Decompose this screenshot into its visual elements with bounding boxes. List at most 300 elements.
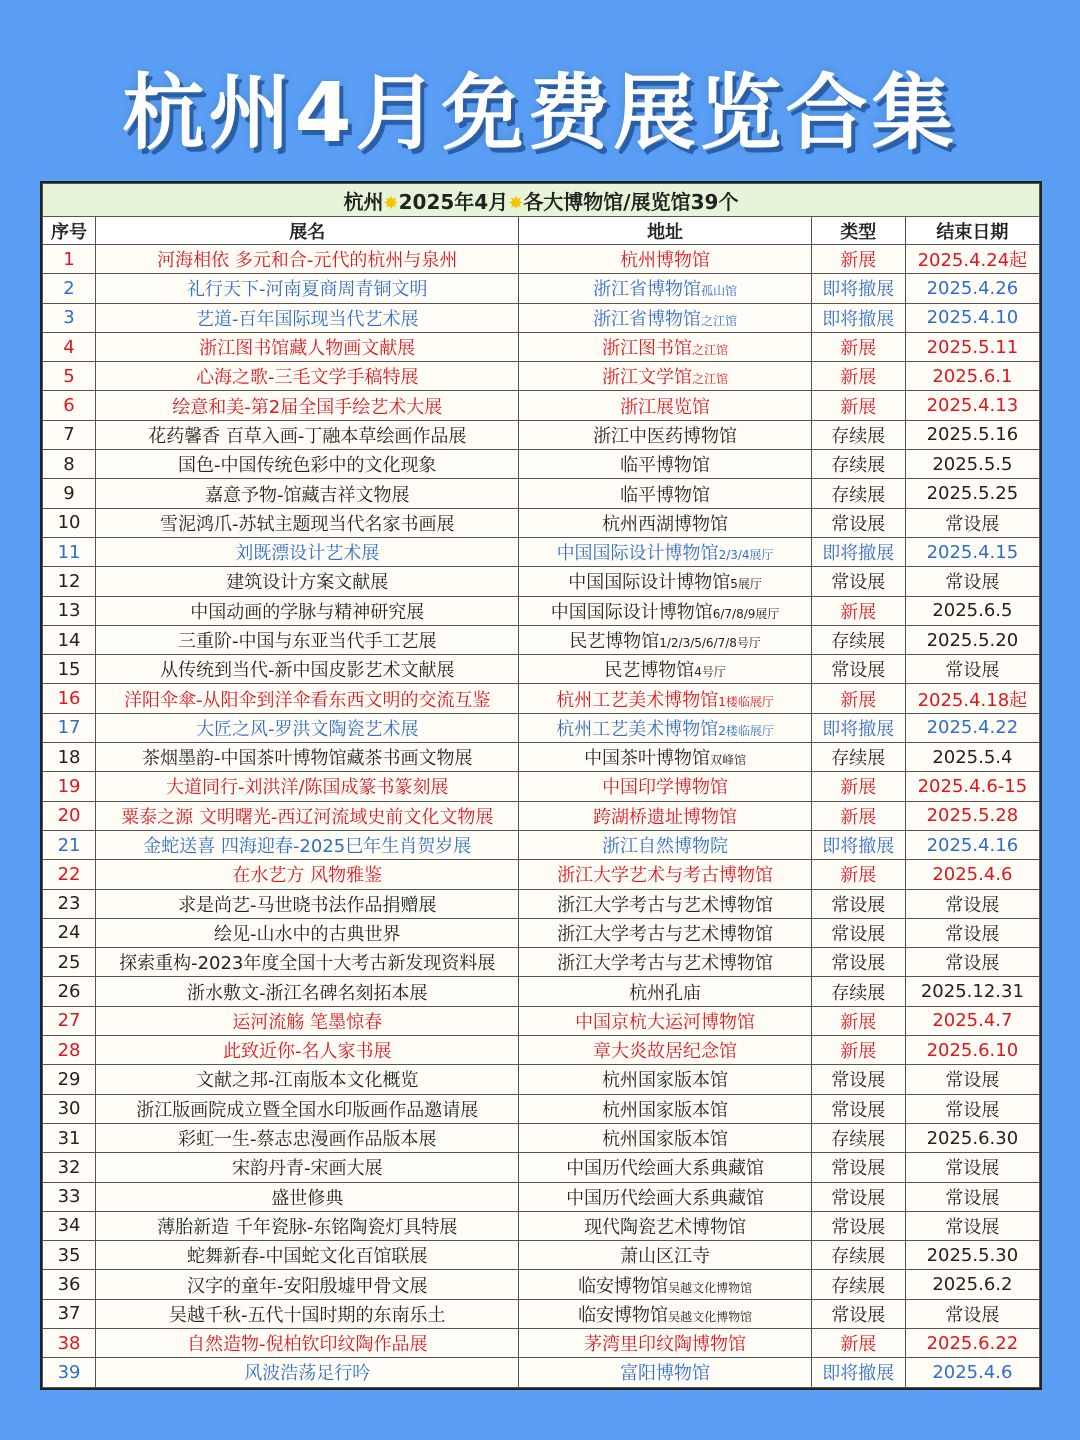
table-row: [43, 625, 1040, 654]
address-text: 浙江中医药博物馆: [593, 425, 738, 447]
cell-end: 常设展: [905, 508, 1039, 537]
cell-no: 19: [43, 772, 96, 801]
address-text: 浙江大学考古与艺术博物馆: [557, 923, 774, 945]
cell-no: 31: [43, 1123, 96, 1152]
cell-name: 探索重构-2023年度全国十大考古新发现资料展: [96, 948, 519, 977]
cell-end: 常设展: [905, 1211, 1039, 1240]
caption-prefix: 杭州: [343, 189, 384, 214]
star-icon: ✸: [383, 192, 399, 214]
cell-no: 38: [43, 1328, 96, 1357]
cell-address: [519, 537, 811, 566]
cell-address: [519, 830, 811, 859]
cell-end: 2025.5.4: [905, 743, 1039, 772]
cell-end: 常设展: [905, 1065, 1039, 1094]
table-row: [43, 479, 1040, 508]
cell-no: 9: [43, 479, 96, 508]
cell-end: 常设展: [905, 889, 1039, 918]
address-text: 中国茶叶博物馆: [584, 748, 711, 770]
caption-suffix: 各大博物馆/展览馆39个: [523, 189, 739, 214]
cell-type: 存续展: [811, 450, 905, 479]
cell-end: 2025.5.30: [905, 1241, 1039, 1270]
cell-name: 粟泰之源 文明曙光-西辽河流域史前文化文物展: [96, 801, 519, 830]
cell-name: 中国动画的学脉与精神研究展: [96, 596, 519, 625]
cell-type: 常设展: [811, 567, 905, 596]
table-row: [43, 1153, 1040, 1182]
cell-type: 即将撤展: [811, 303, 905, 332]
address-text: 中国国际设计博物馆: [556, 543, 719, 565]
cell-no: 20: [43, 801, 96, 830]
cell-no: 12: [43, 567, 96, 596]
address-text: 浙江省博物馆: [593, 308, 702, 330]
address-text: 浙江文学馆: [602, 367, 693, 389]
table-row: [43, 860, 1040, 889]
table-row: [43, 889, 1040, 918]
address-suffix: 之江馆: [692, 372, 729, 387]
cell-type: 常设展: [811, 1094, 905, 1123]
cell-no: 4: [43, 332, 96, 361]
table-row: [43, 918, 1040, 947]
cell-end: 2025.5.11: [905, 332, 1039, 361]
star-icon: ✸: [508, 192, 524, 214]
cell-name: 绘见-山水中的古典世界: [96, 918, 519, 947]
table-row: [43, 977, 1040, 1006]
cell-name: 吴越千秋-五代十国时期的东南乐土: [96, 1299, 519, 1328]
cell-end: 2025.5.25: [905, 479, 1039, 508]
cell-name: 嘉意予物-馆藏吉祥文物展: [96, 479, 519, 508]
cell-address: [519, 1299, 811, 1328]
cell-address: [519, 1065, 811, 1094]
cell-no: 35: [43, 1241, 96, 1270]
cell-name: 盛世修典: [96, 1182, 519, 1211]
cell-no: 1: [43, 245, 96, 274]
cell-name: 礼行天下-河南夏商周青铜文明: [96, 274, 519, 303]
cell-type: 新展: [811, 860, 905, 889]
table-row: [43, 391, 1040, 420]
cell-no: 3: [43, 303, 96, 332]
cell-end: 2025.4.16: [905, 830, 1039, 859]
cell-type: 新展: [811, 332, 905, 361]
table-row: [43, 303, 1040, 332]
cell-end: 2025.5.5: [905, 450, 1039, 479]
cell-name: 在水艺方 风物雅鉴: [96, 860, 519, 889]
cell-no: 2: [43, 274, 96, 303]
cell-no: 34: [43, 1211, 96, 1240]
cell-no: 22: [43, 860, 96, 889]
table-row: [43, 1182, 1040, 1211]
cell-name: 建筑设计方案文献展: [96, 567, 519, 596]
address-text: 富阳博物馆: [620, 1363, 711, 1385]
cell-address: [519, 977, 811, 1006]
table-row: [43, 1270, 1040, 1299]
cell-end: 2025.6.30: [905, 1123, 1039, 1152]
address-text: 临安博物馆: [578, 1275, 669, 1297]
cell-type: 存续展: [811, 625, 905, 654]
table-row: [43, 1241, 1040, 1270]
address-text: 杭州西湖博物馆: [602, 513, 729, 535]
cell-no: 27: [43, 1006, 96, 1035]
address-suffix: 双峰馆: [710, 753, 747, 768]
table-body: [43, 245, 1040, 1388]
cell-end: 2025.4.22: [905, 713, 1039, 742]
address-suffix: 5展厅: [730, 577, 762, 592]
table-row: [43, 713, 1040, 742]
cell-type: 即将撤展: [811, 537, 905, 566]
cell-type: 常设展: [811, 1299, 905, 1328]
cell-name: 大道同行-刘洪洋/陈国成篆书篆刻展: [96, 772, 519, 801]
cell-end: 2025.4.7: [905, 1006, 1039, 1035]
cell-no: 8: [43, 450, 96, 479]
cell-type: 常设展: [811, 1211, 905, 1240]
table-row: [43, 362, 1040, 391]
cell-address: [519, 303, 811, 332]
header-address: 地址: [519, 217, 811, 245]
address-text: 杭州国家版本馆: [602, 1099, 729, 1121]
cell-name: 运河流觞 笔墨惊春: [96, 1006, 519, 1035]
header-no: 序号: [43, 217, 96, 245]
cell-no: 26: [43, 977, 96, 1006]
cell-address: [519, 391, 811, 420]
cell-address: [519, 1241, 811, 1270]
address-text: 中国历代绘画大系典藏馆: [566, 1158, 765, 1180]
table-row: [43, 1328, 1040, 1357]
cell-name: 浙江图书馆藏人物画文献展: [96, 332, 519, 361]
address-suffix: 2楼临展厅: [718, 723, 774, 738]
cell-no: 14: [43, 625, 96, 654]
address-text: 中国印学博物馆: [602, 777, 729, 799]
cell-end: 常设展: [905, 1094, 1039, 1123]
cell-address: [519, 801, 811, 830]
cell-type: 新展: [811, 1006, 905, 1035]
address-text: 中国国际设计博物馆: [550, 601, 713, 623]
cell-address: [519, 860, 811, 889]
cell-address: [519, 450, 811, 479]
cell-address: [519, 713, 811, 742]
address-text: 民艺博物馆: [569, 631, 660, 652]
cell-end: 2025.4.13: [905, 391, 1039, 420]
cell-type: 新展: [811, 801, 905, 830]
cell-name: 金蛇送喜 四海迎春-2025巳年生肖贺岁展: [96, 830, 519, 859]
cell-name: 大匠之风-罗洪文陶瓷艺术展: [96, 713, 519, 742]
address-suffix: 6/7/8/9展厅: [712, 606, 780, 621]
cell-address: [519, 1006, 811, 1035]
cell-name: 宋韵丹青-宋画大展: [96, 1153, 519, 1182]
table-row: [43, 1065, 1040, 1094]
cell-type: 常设展: [811, 1182, 905, 1211]
cell-address: [519, 479, 811, 508]
cell-end: 常设展: [905, 918, 1039, 947]
cell-end: 常设展: [905, 655, 1039, 684]
cell-name: 洋阳伞傘-从阳伞到洋伞看东西文明的交流互鉴: [96, 684, 519, 713]
cell-end: 2025.5.16: [905, 420, 1039, 449]
address-text: 杭州国家版本馆: [602, 1129, 729, 1151]
cell-no: 15: [43, 655, 96, 684]
cell-name: 雪泥鸿爪-苏轼主题现当代名家书画展: [96, 508, 519, 537]
cell-address: [519, 332, 811, 361]
address-suffix: 吴越文化博物馆: [668, 1309, 753, 1324]
table-row: [43, 537, 1040, 566]
cell-no: 16: [43, 684, 96, 713]
address-text: 跨湖桥遗址博物馆: [593, 806, 738, 828]
cell-end: 常设展: [905, 1182, 1039, 1211]
table-row: [43, 420, 1040, 449]
cell-address: [519, 889, 811, 918]
cell-name: 国色-中国传统色彩中的文化现象: [96, 450, 519, 479]
cell-name: 花药馨香 百草入画-丁融本草绘画作品展: [96, 420, 519, 449]
cell-name: 此致近你-名人家书展: [96, 1036, 519, 1065]
address-text: 中国国际设计博物馆: [568, 572, 731, 594]
cell-no: 11: [43, 537, 96, 566]
table-row: [43, 684, 1040, 713]
cell-name: 绘意和美-第2届全国手绘艺术大展: [96, 391, 519, 420]
cell-end: 常设展: [905, 567, 1039, 596]
cell-no: 21: [43, 830, 96, 859]
address-text: 民艺博物馆: [604, 660, 695, 682]
cell-address: [519, 596, 811, 625]
cell-end: 2025.6.10: [905, 1036, 1039, 1065]
cell-no: 25: [43, 948, 96, 977]
table-row: [43, 1094, 1040, 1123]
cell-type: 存续展: [811, 479, 905, 508]
cell-end: 2025.4.24起: [905, 245, 1039, 274]
address-text: 杭州工艺美术博物馆: [556, 689, 719, 711]
cell-name: 求是尚艺-马世晓书法作品捐赠展: [96, 889, 519, 918]
cell-no: 5: [43, 362, 96, 391]
cell-end: 常设展: [905, 1153, 1039, 1182]
cell-type: 即将撤展: [811, 1358, 905, 1387]
address-suffix: 之江馆: [692, 343, 729, 358]
cell-address: [519, 567, 811, 596]
cell-type: 存续展: [811, 977, 905, 1006]
cell-end: 2025.4.10: [905, 303, 1039, 332]
cell-type: 新展: [811, 772, 905, 801]
cell-type: 常设展: [811, 1153, 905, 1182]
exhibition-table: [42, 183, 1040, 1388]
cell-address: [519, 1123, 811, 1152]
table-row: [43, 332, 1040, 361]
cell-type: 常设展: [811, 1065, 905, 1094]
cell-no: 36: [43, 1270, 96, 1299]
cell-no: 10: [43, 508, 96, 537]
cell-end: 常设展: [905, 1299, 1039, 1328]
cell-name: 薄胎新造 千年瓷脉-东铭陶瓷灯具特展: [96, 1211, 519, 1240]
cell-name: 文献之邦-江南版本文化概览: [96, 1065, 519, 1094]
cell-end: 2025.4.6: [905, 860, 1039, 889]
table-row: [43, 1358, 1040, 1387]
table-row: [43, 596, 1040, 625]
cell-name: 蛇舞新春-中国蛇文化百馆联展: [96, 1241, 519, 1270]
table-row: [43, 830, 1040, 859]
table-row: [43, 1036, 1040, 1065]
address-text: 现代陶瓷艺术博物馆: [584, 1216, 747, 1238]
cell-type: 常设展: [811, 508, 905, 537]
cell-address: [519, 743, 811, 772]
address-text: 浙江自然博物院: [602, 836, 729, 858]
cell-no: 29: [43, 1065, 96, 1094]
table-row: [43, 508, 1040, 537]
header-name: 展名: [96, 217, 519, 245]
cell-type: 即将撤展: [811, 830, 905, 859]
caption-year: 2025年4月: [398, 189, 509, 214]
address-text: 浙江大学艺术与考古博物馆: [557, 865, 774, 887]
cell-no: 6: [43, 391, 96, 420]
cell-type: 新展: [811, 684, 905, 713]
cell-address: [519, 948, 811, 977]
cell-end: 2025.5.20: [905, 625, 1039, 654]
cell-name: 自然造物-倪柏钦印纹陶作品展: [96, 1328, 519, 1357]
address-suffix: 吴越文化博物馆: [668, 1280, 753, 1295]
cell-address: [519, 1328, 811, 1357]
address-suffix: 孤山馆: [701, 284, 738, 299]
table-row: [43, 567, 1040, 596]
cell-no: 23: [43, 889, 96, 918]
cell-end: 2025.4.6: [905, 1358, 1039, 1387]
address-text: 杭州工艺美术博物馆: [556, 718, 719, 740]
cell-no: 18: [43, 743, 96, 772]
cell-type: 新展: [811, 245, 905, 274]
address-suffix: 1/2/3/5/6/7/8号厅: [659, 636, 761, 650]
address-text: 临平博物馆: [620, 484, 711, 506]
cell-no: 33: [43, 1182, 96, 1211]
address-text: 浙江图书馆: [602, 338, 693, 360]
cell-address: [519, 420, 811, 449]
cell-type: 存续展: [811, 420, 905, 449]
cell-type: 存续展: [811, 1241, 905, 1270]
cell-address: [519, 918, 811, 947]
cell-type: 存续展: [811, 743, 905, 772]
cell-end: 2025.4.6-15: [905, 772, 1039, 801]
cell-no: 32: [43, 1153, 96, 1182]
table-row: [43, 450, 1040, 479]
cell-name: 汉字的童年-安阳殷墟甲骨文展: [96, 1270, 519, 1299]
cell-end: 2025.4.26: [905, 274, 1039, 303]
table-row: [43, 1299, 1040, 1328]
cell-name: 茶烟墨韵-中国茶叶博物馆藏茶书画文物展: [96, 743, 519, 772]
address-text: 杭州博物馆: [620, 250, 711, 272]
cell-no: 17: [43, 713, 96, 742]
cell-address: [519, 1182, 811, 1211]
cell-end: 常设展: [905, 948, 1039, 977]
cell-type: 常设展: [811, 948, 905, 977]
cell-name: 艺道-百年国际现当代艺术展: [96, 303, 519, 332]
cell-address: [519, 1270, 811, 1299]
address-text: 浙江展览馆: [620, 396, 711, 418]
cell-type: 存续展: [811, 1123, 905, 1152]
cell-name: 浙江版画院成立暨全国水印版画作品邀请展: [96, 1094, 519, 1123]
cell-address: [519, 1153, 811, 1182]
cell-type: 新展: [811, 1036, 905, 1065]
cell-address: [519, 362, 811, 391]
cell-end: 2025.6.1: [905, 362, 1039, 391]
cell-type: 即将撤展: [811, 713, 905, 742]
cell-address: [519, 1094, 811, 1123]
address-text: 杭州孔庙: [629, 982, 702, 1004]
cell-no: 24: [43, 918, 96, 947]
table-row: [43, 948, 1040, 977]
cell-no: 37: [43, 1299, 96, 1328]
table-row: [43, 274, 1040, 303]
cell-name: 心海之歌-三毛文学手稿特展: [96, 362, 519, 391]
address-text: 中国京杭大运河博物馆: [575, 1011, 756, 1033]
header-end: 结束日期: [905, 217, 1039, 245]
cell-no: 39: [43, 1358, 96, 1387]
table-row: [43, 1211, 1040, 1240]
cell-no: 28: [43, 1036, 96, 1065]
address-suffix: 1楼临展厅: [718, 694, 774, 709]
table-caption: [43, 184, 1040, 217]
cell-end: 2025.12.31: [905, 977, 1039, 1006]
cell-address: [519, 1211, 811, 1240]
cell-end: 2025.6.2: [905, 1270, 1039, 1299]
cell-type: 常设展: [811, 918, 905, 947]
cell-address: [519, 625, 811, 654]
cell-end: 2025.5.28: [905, 801, 1039, 830]
cell-type: 新展: [811, 1328, 905, 1357]
cell-name: 河海相依 多元和合-元代的杭州与泉州: [96, 245, 519, 274]
address-text: 茅湾里印纹陶博物馆: [584, 1334, 747, 1356]
address-suffix: 4号厅: [694, 665, 726, 680]
address-text: 浙江大学考古与艺术博物馆: [557, 953, 774, 975]
cell-end: 2025.4.15: [905, 537, 1039, 566]
address-text: 临安博物馆: [578, 1304, 669, 1326]
table-row: [43, 245, 1040, 274]
address-text: 浙江大学考古与艺术博物馆: [557, 894, 774, 916]
page-title: 杭州4月免费展览合集: [122, 66, 958, 161]
address-text: 萧山区江寺: [620, 1246, 711, 1268]
header-row: [43, 217, 1040, 245]
table-row: [43, 655, 1040, 684]
address-text: 中国历代绘画大系典藏馆: [566, 1187, 765, 1209]
table-row: [43, 801, 1040, 830]
cell-name: 三重阶-中国与东亚当代手工艺展: [96, 625, 519, 654]
cell-type: 新展: [811, 596, 905, 625]
cell-address: [519, 1358, 811, 1387]
cell-name: 从传统到当代-新中国皮影艺术文献展: [96, 655, 519, 684]
cell-name: 浙水敷文-浙江名碑名刻拓本展: [96, 977, 519, 1006]
cell-address: [519, 245, 811, 274]
address-text: 浙江省博物馆: [593, 279, 702, 301]
cell-address: [519, 772, 811, 801]
cell-no: 7: [43, 420, 96, 449]
cell-address: [519, 684, 811, 713]
table-row: [43, 743, 1040, 772]
cell-address: [519, 1036, 811, 1065]
cell-no: 13: [43, 596, 96, 625]
cell-type: 新展: [811, 391, 905, 420]
cell-end: 2025.6.5: [905, 596, 1039, 625]
address-text: 临平博物馆: [620, 455, 711, 477]
cell-name: 风波浩荡足行吟: [96, 1358, 519, 1387]
cell-type: 常设展: [811, 655, 905, 684]
cell-type: 即将撤展: [811, 274, 905, 303]
cell-type: 常设展: [811, 889, 905, 918]
table-row: [43, 772, 1040, 801]
address-suffix: 2/3/4展厅: [718, 548, 774, 563]
table-row: [43, 1123, 1040, 1152]
cell-address: [519, 655, 811, 684]
address-text: 杭州国家版本馆: [602, 1070, 729, 1092]
address-suffix: 之江馆: [701, 313, 738, 328]
cell-end: 2025.4.18起: [905, 684, 1039, 713]
cell-type: 存续展: [811, 1270, 905, 1299]
address-text: 章大炎故居纪念馆: [593, 1041, 738, 1063]
cell-end: 2025.6.22: [905, 1328, 1039, 1357]
cell-type: 新展: [811, 362, 905, 391]
exhibition-table-sheet: [40, 181, 1042, 1390]
table-row: [43, 1006, 1040, 1035]
cell-address: [519, 274, 811, 303]
cell-name: 刘既漂设计艺术展: [96, 537, 519, 566]
header-type: 类型: [811, 217, 905, 245]
